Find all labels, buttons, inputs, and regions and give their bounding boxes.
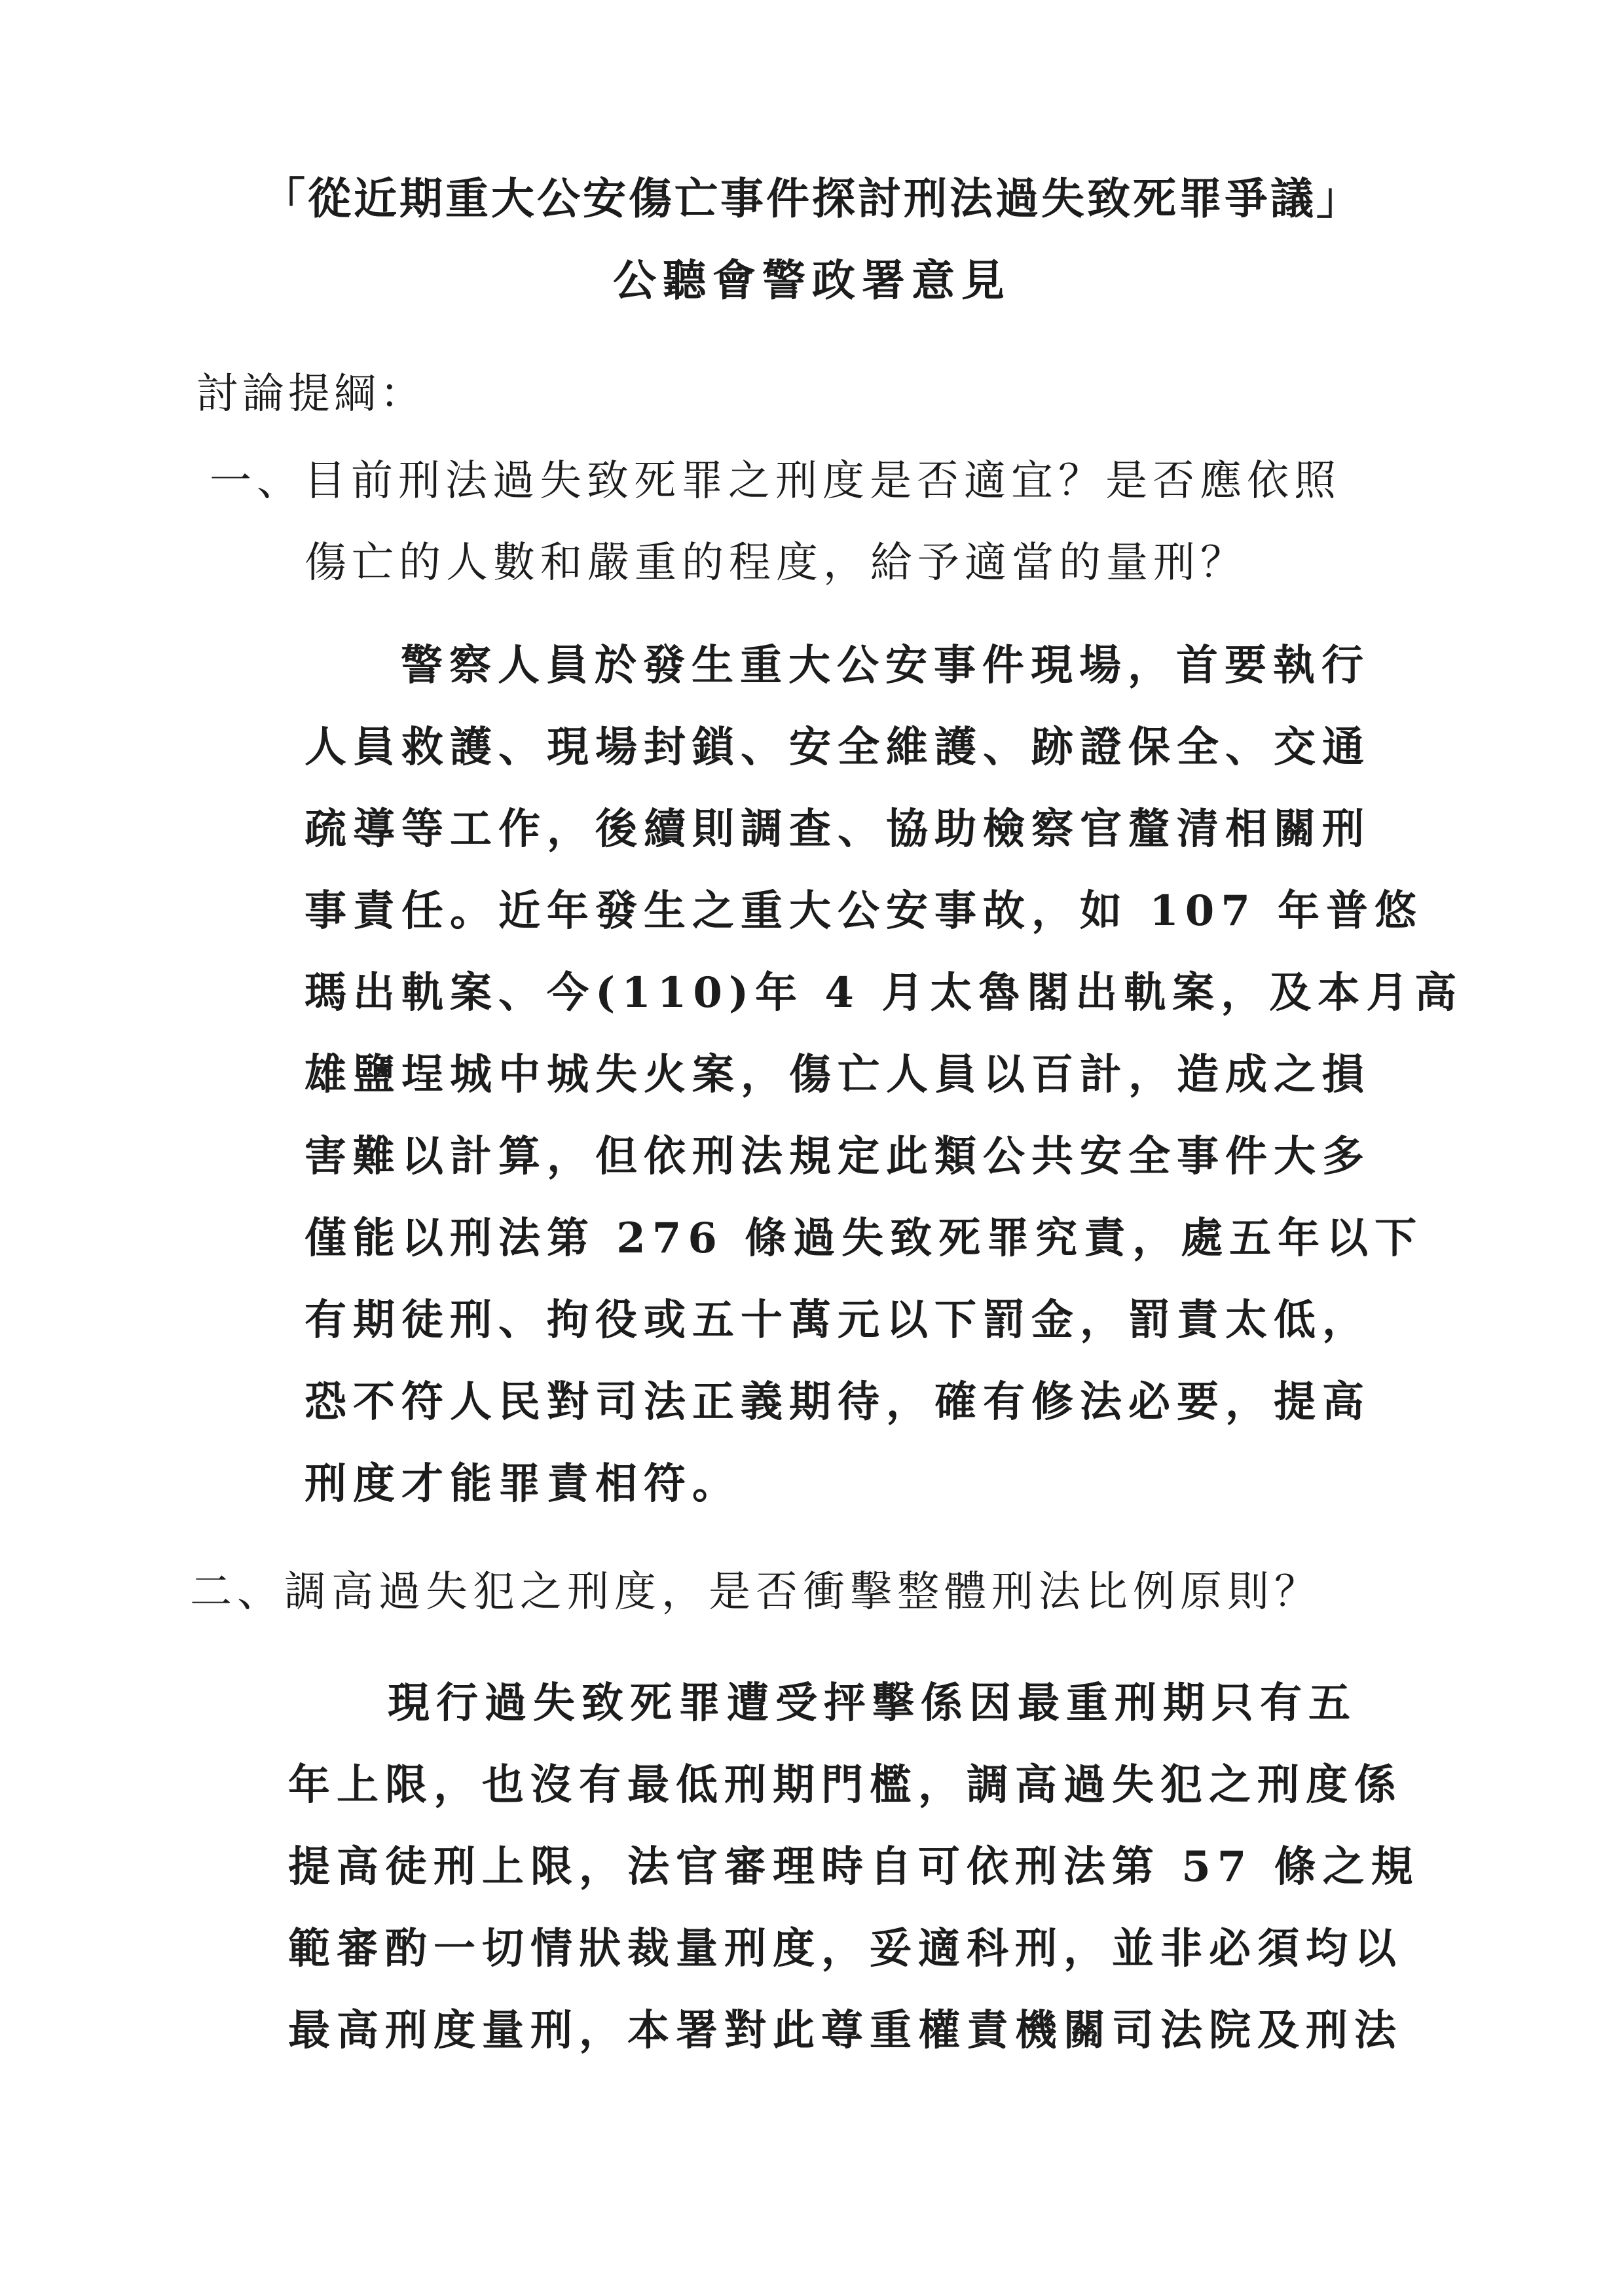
answer-2-line: 現行過失致死罪遭受抨擊係因最重刑期只有五: [388, 1679, 1357, 1728]
answer-1-line: 僅能以刑法第 276 條過失致死罪究責，處五年以下: [304, 1214, 1424, 1263]
question-2-line-1: 二、調高過失犯之刑度，是否衝擊整體刑法比例原則？: [190, 1568, 1321, 1616]
answer-1-line: 恐不符人民對司法正義期待，確有修法必要，提高: [304, 1377, 1371, 1427]
answer-1-line: 事責任。近年發生之重大公安事故，如 107 年普悠: [304, 886, 1424, 936]
question-1-line-2: 傷亡的人數和嚴重的程度，給予適當的量刑？: [304, 539, 1247, 587]
outline-label: 討論提綱：: [196, 370, 426, 418]
answer-1-line: 害難以計算，但依刑法規定此類公共安全事件大多: [304, 1132, 1371, 1181]
answer-1-line: 雄鹽埕城中城失火案，傷亡人員以百計，造成之損: [304, 1050, 1371, 1099]
answer-1-line: 刑度才能罪責相符。: [304, 1459, 741, 1508]
document-subtitle: 公聽會警政署意見: [613, 255, 1011, 306]
answer-2-line: 範審酌一切情狀裁量刑度，妥適科刑，並非必須均以: [288, 1924, 1403, 1973]
answer-2-line: 年上限，也沒有最低刑期門檻，調高過失犯之刑度係: [288, 1760, 1403, 1810]
answer-1-line: 瑪出軌案、今(110)年 4 月太魯閣出軌案，及本月高: [304, 968, 1464, 1017]
answer-1-line: 人員救護、現場封鎖、安全維護、跡證保全、交通: [304, 723, 1371, 772]
answer-1-line: 警察人員於發生重大公安事件現場，首要執行: [401, 641, 1370, 690]
answer-1-line: 有期徒刑、拘役或五十萬元以下罰金，罰責太低，: [304, 1296, 1371, 1345]
answer-2-line: 提高徒刑上限，法官審理時自可依刑法第 57 條之規: [288, 1842, 1420, 1891]
answer-2-line: 最高刑度量刑，本署對此尊重權責機關司法院及刑法: [288, 2006, 1403, 2055]
document-title: 「從近期重大公安傷亡事件探討刑法過失致死罪爭議」: [262, 173, 1362, 224]
question-1-line-1: 一、目前刑法過失致死罪之刑度是否適宜？是否應依照: [210, 457, 1341, 505]
answer-1-line: 疏導等工作，後續則調查、協助檢察官釐清相關刑: [304, 805, 1371, 854]
